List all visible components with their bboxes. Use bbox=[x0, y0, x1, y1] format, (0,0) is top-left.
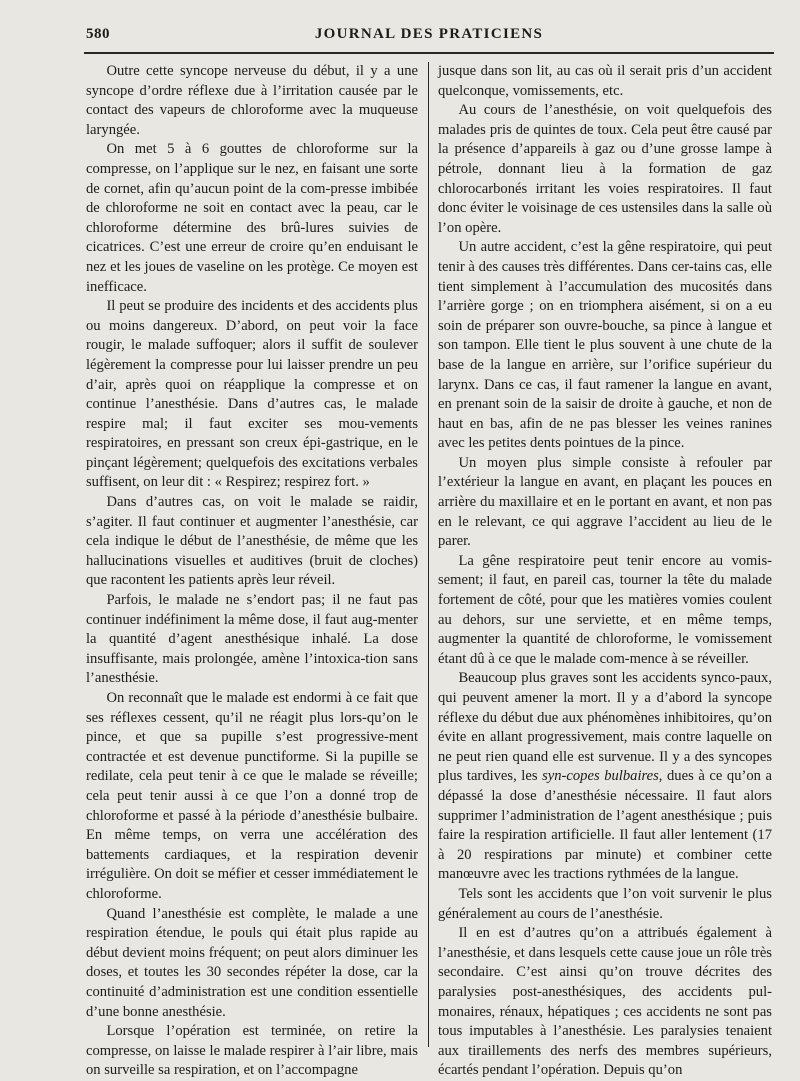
page-number: 580 bbox=[86, 26, 110, 42]
paragraph: Dans d’autres cas, on voit le malade se raidir, s’agiter. Il faut continuer et augmenter l’anesthésie, car cela indique le début de l’anesthésie, de même que les hallucinations visuelles et auditives (bruit de cloches) que racontent les patients après leur réveil. bbox=[86, 494, 418, 589]
paragraph: Quand l’anesthésie est complète, le malade a une respiration étendue, le pouls qui était plus rapide au début devient moins fréquent; on peut alors diminuer les doses, et toutes les 30 secondes répéter la dose, car la continuité d’administration est une condition essentielle d’une bonne anesthésie. bbox=[86, 905, 418, 1020]
italic-term: syn-copes bulbaires bbox=[542, 768, 659, 785]
paragraph-continuation: jusque dans son lit, au cas où il serait pris d’un accident quelconque, vomissements, etc. bbox=[438, 63, 772, 99]
paragraph: Au cours de l’anesthésie, on voit quelquefois des malades pris de quintes de toux. Cela peut être causé par la présence d’appareils à gaz ou d’une grosse lampe à pétrole, donnant lieu à la formation de gaz chlorocarbonés irritant les voies respiratoires. Il faut donc éviter le voisinage de ces ustensiles dans la salle où l’on opère. bbox=[438, 102, 772, 236]
paragraph: Outre cette syncope nerveuse du début, il y a une syncope d’ordre réflexe due à l’irritation causée par le contact des vapeurs de chloroforme avec la muqueuse laryngée. bbox=[86, 63, 418, 138]
column-divider bbox=[428, 62, 429, 1047]
paragraph: Un autre accident, c’est la gêne respiratoire, qui peut tenir à des causes très différentes. Dans cer-tains cas, elle tient simplement à l’accumulation des mucosités dans l’arrière gorge ; on en triomphera aisément, si on a eu soin de préparer son ouvre-bouche, sa pince à langue et son tampon. Elle tient le plus souvent à une chute de la base de la langue en arrière, sur l’orifice supérieur du larynx. Dans ce cas, il faut ramener la langue en avant, en prenant soin de la saisir de droite à gauche, et non de haut en bas, afin de ne pas blesser les veines ranines avec les petites dents pointues de la pince. bbox=[438, 239, 772, 452]
paragraph: Parfois, le malade ne s’endort pas; il ne faut pas continuer indéfiniment la même dose, il faut aug-menter la quantité d’agent anesthésique inhalé. La dose insuffisante, mais prolongée, amène l’intoxica-tion sans l’anesthésie. bbox=[86, 592, 418, 687]
paragraph: On met 5 à 6 gouttes de chloroforme sur la compresse, on l’applique sur le nez, en faisant une sorte de cornet, afin qu’aucun point de la com-presse imbibée de chloroforme ne soit en contact avec la peau, car le chloroforme détermine des brû-lures suivies de cicatrices. C’est une erreur de croire qu’en enduisant le nez et les joues de vaseline on les protège. Ce moyen est inefficace. bbox=[86, 141, 418, 295]
paragraph: Tels sont les accidents que l’on voit survenir le plus généralement au cours de l’anesthésie. bbox=[438, 885, 772, 922]
left-column bbox=[86, 62, 418, 1081]
paragraph: Lorsque l’opération est terminée, on retire la compresse, on laisse le malade respirer à l’air libre, mais on surveille sa respiration, et on l’accompagne bbox=[86, 1023, 418, 1079]
paragraph: Un moyen plus simple consiste à refouler par l’extérieur la langue en avant, en plaçant les pouces en arrière du maxillaire et en le portant en avant, et non pas en le relevant, ce qui aggrave l’accident au lieu de le parer. bbox=[438, 454, 772, 550]
right-column bbox=[438, 62, 772, 1081]
paragraph: Il en est d’autres qu’on a attribués également à l’anesthésie, et dans lesquels cette cause joue un rôle très secondaire. C’est ainsi qu’on trouve décrites des paralysies post-anesthésiques, des accidents pul-monaires, rénaux, hépatiques ; ces accidents ne sont pas tous imputables à l’anesthésie. Les paralysies tenaient aux tiraillements des nerfs des membres supérieurs, écartés pendant l’opération. Depuis qu’on bbox=[438, 925, 772, 1079]
header-rule bbox=[84, 52, 774, 54]
text-run: , dues à ce qu’on a dépassé la dose d’anesthésie nécessaire. Il faut alors supprimer l’administration de l’agent anesthésique ; puis faire la respiration artificielle. Il faut aller lentement (17 à 20 respirations par minute) et combiner cette manœuvre avec les tractions rythmées de la langue. bbox=[438, 768, 772, 883]
journal-title: JOURNAL DES PRATICIENS bbox=[314, 26, 544, 42]
text-run: Beaucoup plus graves sont les accidents synco-paux, qui peuvent amener la mort. Il y a d’abord la syncope réflexe du début due aux phénomènes inhibitoires, qu’on évite en allant progressivement, mais contre laquelle on ne peut rien quand elle est survenue. Il y a des syncopes plus tardives, les bbox=[438, 670, 772, 785]
page-header bbox=[86, 26, 772, 48]
paragraph: On reconnaît que le malade est endormi à ce fait que ses réflexes cessent, qu’il ne réagit plus lors-qu’on le pince, et que sa pupille s’est progressive-ment contractée et est devenue punctiforme. Si la pupille se redilate, cela peut tenir à ce que le malade se réveille; cela peut tenir aussi à ce que l’on a donné trop de chloroforme et passé à la période d’anesthésie bulbaire. En même temps, on verra une accélération des battements cardiaques, et la respiration devenir irrégulière. On doit se méfier et cesser immédiatement le chloroforme. bbox=[86, 690, 418, 902]
paragraph: La gêne respiratoire peut tenir encore au vomis-sement; il faut, en pareil cas, tourner la tête du malade fortement de côté, pour que les matières vomies coulent au dehors, sur une serviette, et en même temps, augmenter la quantité de chloroforme, le vomissement étant dû à ce que le malade com-mence à se réveiller. bbox=[438, 552, 772, 667]
paragraph-syncopes bbox=[438, 669, 772, 885]
paragraph: Il peut se produire des incidents et des accidents plus ou moins dangereux. D’abord, on peut voir la face rougir, le malade suffoquer; alors il suffit de soulever légèrement la compresse pour lui laisser prendre un peu d’air, après quoi on réapplique la compresse et on continue l’anesthésie. Dans d’autres cas, le malade respire mal; il faut exciter ses mou-vements respiratoires, en pressant son creux épi-gastrique, en le pinçant légèrement; quelquefois des excitations verbales suffisent, on leur dit : « Respirez; respirez fort. » bbox=[86, 298, 418, 491]
